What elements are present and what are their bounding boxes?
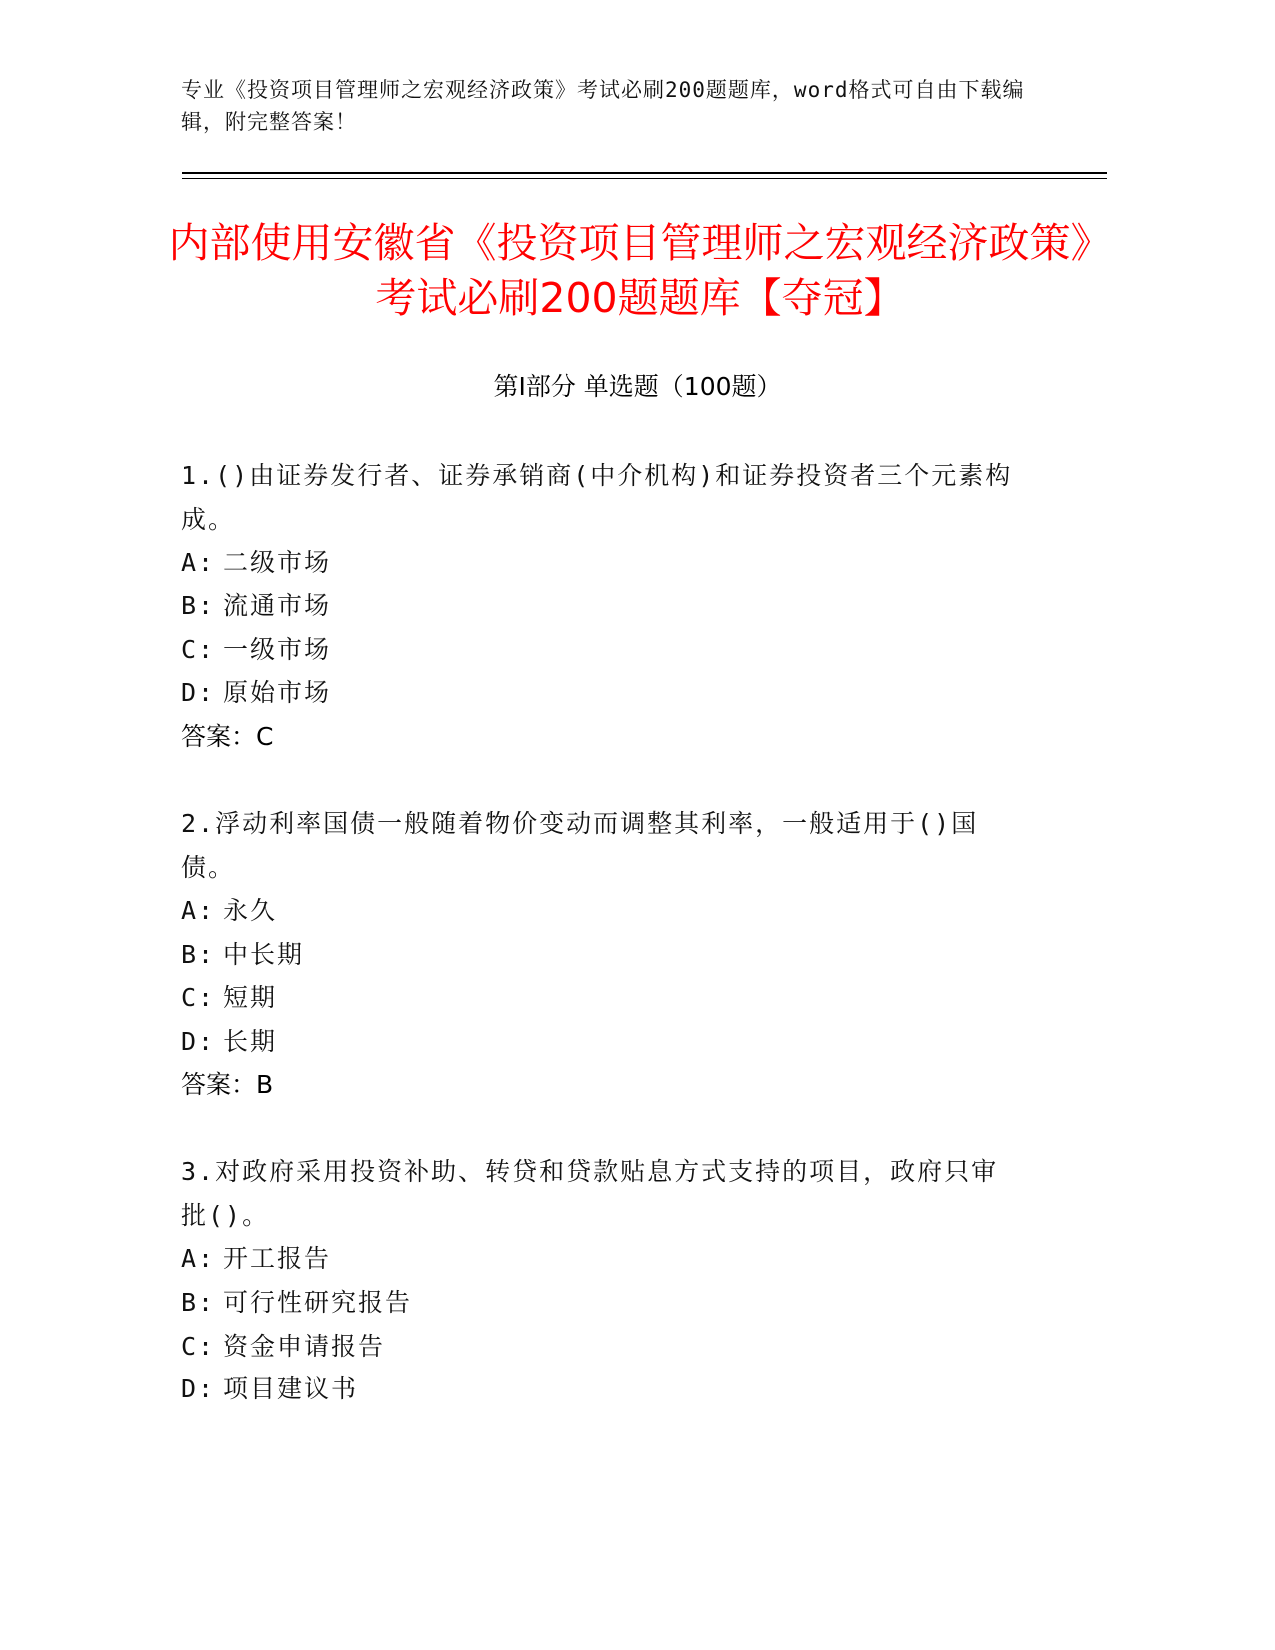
question-1-answer: 答案：C	[181, 722, 274, 751]
question-2-option-c	[181, 976, 1021, 1020]
section-heading: 第Ⅰ部分 单选题（100题）	[493, 372, 782, 401]
option-key: D:	[181, 1027, 216, 1056]
option-key: C:	[181, 1332, 216, 1361]
question-1-option-c	[181, 628, 1021, 672]
option-text: 开工报告	[223, 1244, 332, 1273]
option-text: 项目建议书	[223, 1374, 359, 1403]
option-key: A:	[181, 1244, 216, 1273]
header-rule-thick	[182, 172, 1107, 174]
question-2-option-d	[181, 1020, 1021, 1064]
question-2-stem: 2.浮动利率国债一般随着物价变动而调整其利率，一般适用于()国债。	[181, 809, 979, 882]
option-text: 资金申请报告	[223, 1332, 386, 1361]
option-key: B:	[181, 1288, 216, 1317]
question-3-option-b	[181, 1281, 1021, 1325]
option-text: 二级市场	[223, 548, 332, 577]
question-3-option-d	[181, 1367, 1021, 1411]
option-key: C:	[181, 635, 216, 664]
question-3-option-c	[181, 1325, 1021, 1369]
option-text: 中长期	[223, 940, 305, 969]
option-text: 长期	[223, 1027, 278, 1056]
option-key: A:	[181, 548, 216, 577]
question-2-option-a	[181, 889, 1021, 933]
option-text: 流通市场	[223, 591, 332, 620]
option-text: 永久	[223, 896, 278, 925]
option-key: B:	[181, 591, 216, 620]
option-key: B:	[181, 940, 216, 969]
question-1-option-d	[181, 671, 1021, 715]
question-2-option-b	[181, 933, 1021, 977]
option-text: 可行性研究报告	[223, 1288, 413, 1317]
option-text: 一级市场	[223, 635, 332, 664]
header-note: 专业《投资项目管理师之宏观经济政策》考试必刷200题题库，word格式可自由下载编辑，附完整答案！	[181, 78, 1025, 134]
question-1-stem: 1.()由证券发行者、证券承销商(中介机构)和证券投资者三个元素构成。	[181, 461, 1013, 534]
question-3-option-a	[181, 1237, 1021, 1281]
option-text: 原始市场	[223, 678, 332, 707]
option-text: 短期	[223, 983, 278, 1012]
option-key: D:	[181, 678, 216, 707]
document-title: 内部使用安徽省《投资项目管理师之宏观经济政策》考试必刷200题题库【夺冠】	[168, 219, 1112, 322]
question-2-answer: 答案：B	[181, 1070, 274, 1099]
option-key: C:	[181, 983, 216, 1012]
option-key: A:	[181, 896, 216, 925]
question-3-stem: 3.对政府采用投资补助、转贷和贷款贴息方式支持的项目，政府只审批()。	[181, 1157, 999, 1230]
header-rule-thin	[182, 178, 1107, 179]
option-key: D:	[181, 1374, 216, 1403]
question-1-option-b	[181, 584, 1021, 628]
question-1-option-a	[181, 541, 1021, 585]
